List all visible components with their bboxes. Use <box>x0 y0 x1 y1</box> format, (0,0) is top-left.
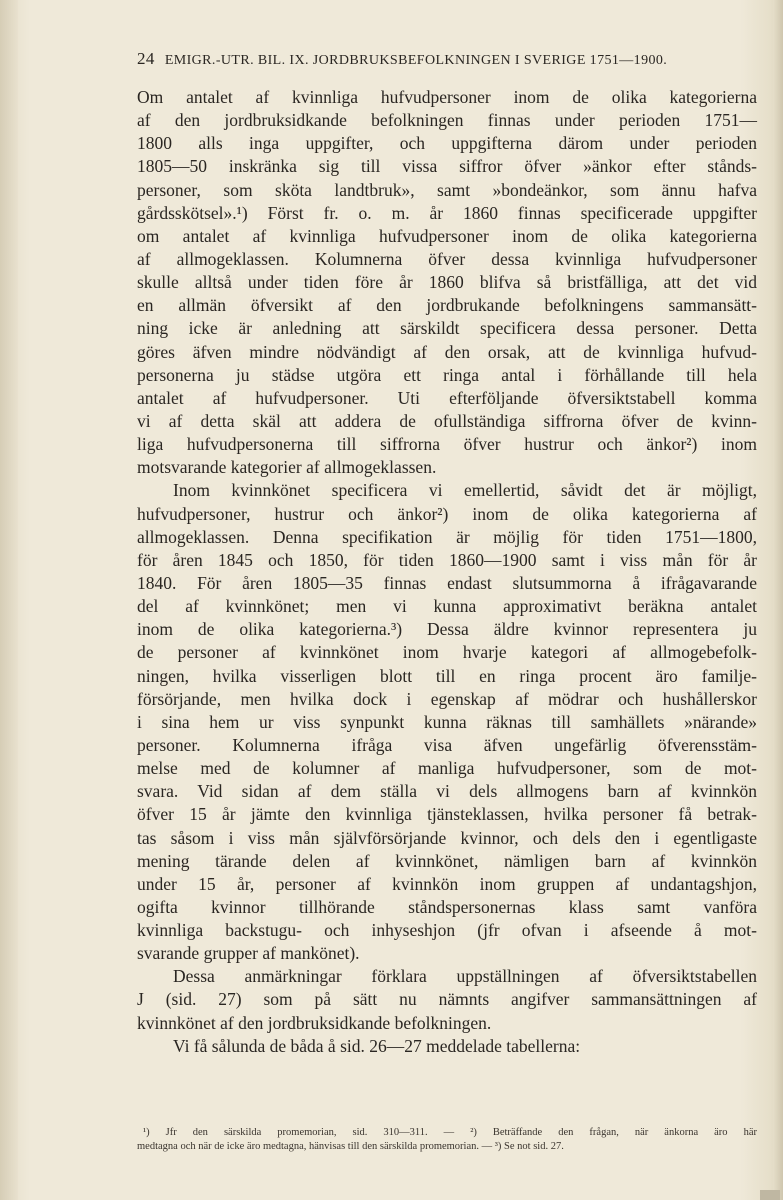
text-line: Inom kvinnkönet specificera vi emellertid, såvidt det är möjligt, <box>173 480 757 501</box>
text-line: af allmogeklassen. Kolumnerna öfver dessa kvinnliga hufvudpersoner <box>137 248 757 269</box>
text-line: del af kvinnkönet; men vi kunna approximativt beräkna antalet <box>137 596 757 617</box>
page-number: 24 <box>137 49 155 68</box>
text-line: af den jordbruksidkande befolkningen finnas under perioden 1751— <box>137 110 757 131</box>
text-line: de personer af kvinnkönet inom hvarje kategori af allmogebefolk- <box>137 642 757 663</box>
text-line: svara. Vid sidan af dem ställa vi dels allmogens barn af kvinnkön <box>137 781 757 802</box>
text-line: ogifta kvinnor tillhörande ståndspersonernas klass samt vanföra <box>137 896 757 917</box>
text-line: allmogeklassen. Denna specifikation är möjlig för tiden 1751—1800, <box>137 526 757 547</box>
text-line: Dessa anmärkningar förklara uppställningen af öfversiktstabellen <box>173 966 757 987</box>
text-line: ningen, hvilka visserligen blott till en ringa procent äro familje- <box>137 665 757 686</box>
text-line: kvinnkönet af den jordbruksidkande befolkningen. <box>137 1012 492 1033</box>
text-line: göres äfven mindre nödvändigt af den orsak, att de kvinnliga hufvud- <box>137 341 757 362</box>
text-line: skulle alltså under tiden före år 1860 blifva så bristfälliga, att det vid <box>137 272 757 293</box>
text-line: personer, som sköta landtbruk», samt »bondeänkor, som ännu hafva <box>137 179 757 200</box>
text-line: liga hufvudpersonerna till siffrorna öfver hustrur och änkor²) inom <box>137 434 757 455</box>
text-line: inom de olika kategorierna.³) Dessa äldre kvinnor representera ju <box>137 619 757 640</box>
text-line: gårdsskötsel».¹) Först fr. o. m. år 1860 finnas specificerade uppgifter <box>137 202 757 223</box>
text-line: 1800 alls inga uppgifter, och uppgifterna därom under perioden <box>137 133 757 154</box>
text-line: antalet af hufvudpersoner. Uti efterföljande öfversiktstabell komma <box>137 387 757 408</box>
text-line: vi af detta skäl att addera de ofullständiga siffrorna öfver de kvinn- <box>137 410 757 431</box>
text-line: försörjande, men hvilka dock i egenskap af mödrar och hushållerskor <box>137 688 757 709</box>
footnote-line: ¹) Jfr den särskilda promemorian, sid. 310—311. — ²) Beträffande den frågan, när änkorna äro här <box>143 1127 757 1138</box>
text-line: hufvudpersoner, hustrur och änkor²) inom de olika kategorierna af <box>137 503 757 524</box>
footnote-line: medtagna och när de icke äro medtagna, hänvisas till den särskilda promemorian. — ³) Se not sid. 27. <box>137 1141 564 1152</box>
text-line: om antalet af kvinnliga hufvudpersoner inom de olika kategorierna <box>137 225 757 246</box>
text-line: 1805—50 inskränka sig till vissa siffror öfver »änkor efter stånds- <box>137 156 757 177</box>
scan-edge-mark <box>760 1190 780 1200</box>
text-line: kvinnliga backstugu- och inhyseshjon (jfr ofvan i afseende å mot- <box>137 920 757 941</box>
text-line: personer. Kolumnerna ifråga visa äfven ungefärlig öfverensstäm- <box>137 734 757 755</box>
text-line: motsvarande kategorier af allmogeklassen. <box>137 457 437 478</box>
text-line: ning icke är anledning att särskildt specificera dessa personer. Detta <box>137 318 757 339</box>
text-line: tas såsom i viss mån självförsörjande kvinnor, och dels den i egentligaste <box>137 827 757 848</box>
text-line: Om antalet af kvinnliga hufvudpersoner inom de olika kategorierna <box>137 87 757 107</box>
text-line: 1840. För åren 1805—35 finnas endast slutsummorna å ifrågavarande <box>137 572 757 593</box>
text-line: i sina hem ur viss synpunkt kunna räknas till samhällets »närande» <box>137 711 757 732</box>
page-right-edge <box>773 0 783 1200</box>
body-text <box>137 86 757 1058</box>
page-left-edge <box>0 0 18 1200</box>
text-line: svarande grupper af mankönet). <box>137 943 360 964</box>
text-line: under 15 år, personer af kvinnkön inom gruppen af undantagshjon, <box>137 873 757 894</box>
text-line: Vi få sålunda de båda å sid. 26—27 meddelade tabellerna: <box>173 1035 581 1056</box>
text-line: mening tärande delen af kvinnkönet, nämligen barn af kvinnkön <box>137 850 757 871</box>
running-title: EMIGR.-UTR. BIL. IX. JORDBRUKSBEFOLKNINGEN I SVERIGE 1751—1900. <box>164 53 668 68</box>
text-line: personerna ju städse utgöra ett ringa antal i förhållande till hela <box>137 364 757 385</box>
text-line: en allmän öfversikt af den jordbrukande befolkningens sammansätt- <box>137 295 757 316</box>
text-line: melse med de kolumner af manliga hufvudpersoner, som de mot- <box>137 758 757 779</box>
text-line: öfver 15 år jämte den kvinnliga tjänsteklassen, hvilka personer få betrak- <box>137 804 757 825</box>
text-line: J (sid. 27) som på sätt nu nämnts angifver sammansättningen af <box>137 989 757 1010</box>
running-header <box>137 49 757 69</box>
footnotes <box>137 1126 757 1154</box>
text-line: för åren 1845 och 1850, för tiden 1860—1900 samt i viss mån för år <box>137 549 757 570</box>
